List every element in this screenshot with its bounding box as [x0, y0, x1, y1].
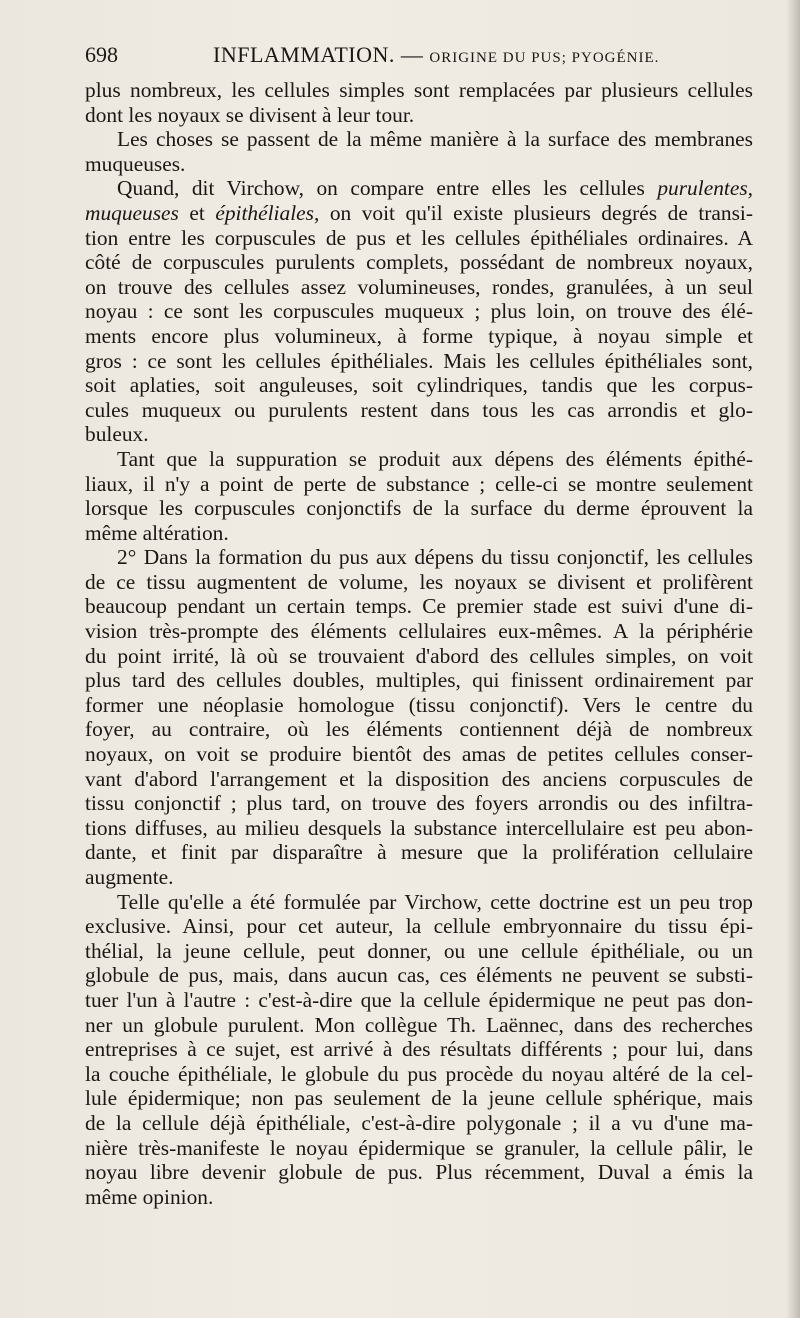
text-line: buleux.: [85, 422, 149, 447]
text-line: exclusive. Ainsi, pour cet auteur, la cellule embryonnaire du tissu épi-: [85, 914, 753, 939]
text-line: beaucoup pendant un certain temps. Ce premier stade est suivi d'une di-: [85, 594, 753, 619]
text-line: thélial, la jeune cellule, peut donner, ou une cellule épithéliale, ou un: [85, 938, 753, 963]
text-line: entreprises à ce sujet, est arrivé à des résultats différents ; pour lui, dans: [85, 1037, 753, 1062]
text-line: plus tard des cellules doubles, multiples, qui finissent ordinairement par: [85, 668, 753, 693]
text-line: ments encore plus volumineux, à forme typique, à noyau simple et: [85, 323, 753, 348]
text-line: Les choses se passent de la même manière à la surface des membranes: [117, 127, 753, 152]
text-line: lule épidermique; non pas seulement de la jeune cellule sphérique, mais: [85, 1086, 753, 1111]
text-line: dont les noyaux se divisent à leur tour.: [85, 102, 415, 127]
text-line: soit aplaties, soit anguleuses, soit cylindriques, tandis que les corpus-: [85, 373, 753, 398]
text-line: du point irrité, là où se trouvaient d'abord des cellules simples, on voit: [85, 643, 753, 668]
text-line: plus nombreux, les cellules simples sont remplacées par plusieurs cellules: [85, 78, 753, 102]
running-head-title: INFLAMMATION.: [213, 42, 395, 67]
running-head: [213, 42, 659, 68]
text-fragment: Quand, dit Virchow, on compare entre elles les cellules: [117, 176, 658, 201]
text-line: vision très-prompte des éléments cellulaires eux-mêmes. A la périphérie: [85, 619, 753, 644]
page-gutter-shadow: [786, 0, 800, 1318]
text-line: nière très-manifeste le noyau épidermique se granuler, la cellule pâlir, le: [85, 1135, 753, 1160]
page-header: [85, 42, 775, 72]
italic-term: muqueuses: [85, 200, 179, 225]
text-line: muqueuses et épithéliales, on voit qu'il existe plusieurs degrés de transi-: [85, 200, 753, 225]
text-line: lorsque les corpuscules conjonctifs de la surface du derme éprouvent la: [85, 496, 753, 521]
text-line: tion entre les corpuscules de pus et les cellules épithéliales ordinaires. A: [85, 225, 753, 250]
italic-term: épithéliales: [215, 200, 314, 225]
running-head-dash: —: [400, 42, 424, 67]
text-line: muqueuses.: [85, 151, 186, 176]
text-line: même altération.: [85, 520, 229, 545]
text-line: noyau libre devenir globule de pus. Plus récemment, Duval a émis la: [85, 1160, 753, 1185]
text-line: globule de pus, mais, dans aucun cas, ces éléments ne peuvent se substi-: [85, 963, 753, 988]
text-line: former une néoplasie homologue (tissu conjonctif). Vers le centre du: [85, 692, 753, 717]
text-line: on trouve des cellules assez volumineuses, rondes, granulées, à un seul: [85, 274, 753, 299]
body-text: [85, 78, 753, 1209]
text-line: tissu conjonctif ; plus tard, on trouve des foyers arrondis ou des infiltra-: [85, 791, 753, 816]
running-head-subtitle: ORIGINE DU PUS; PYOGÉNIE.: [429, 50, 660, 66]
text-line: tions diffuses, au milieu desquels la substance intercellulaire est peu abon-: [85, 815, 753, 840]
text-line: foyer, au contraire, où les éléments contiennent déjà de nombreux: [85, 717, 753, 742]
text-line: dante, et finit par disparaître à mesure que la prolifération cellulaire: [85, 840, 753, 865]
text-line: même opinion.: [85, 1184, 214, 1209]
text-line: vant d'abord l'arrangement et la disposition des anciens corpuscules de: [85, 766, 753, 791]
page-number: 698: [85, 42, 118, 67]
italic-term: purulentes,: [657, 176, 753, 201]
text-line: côté de corpuscules purulents complets, possédant de nombreux noyaux,: [85, 250, 753, 275]
text-line: de la cellule déjà épithéliale, c'est-à-dire polygonale ; il a vu d'une ma-: [85, 1110, 753, 1135]
text-line: ner un globule purulent. Mon collègue Th. Laënnec, dans des recherches: [85, 1012, 753, 1037]
text-line: de ce tissu augmentent de volume, les noyaux se divisent et prolifèrent: [85, 569, 753, 594]
text-line: gros : ce sont les cellules épithéliales. Mais les cellules épithéliales sont,: [85, 348, 753, 373]
text-line: liaux, il n'y a point de perte de substance ; celle-ci se montre seulement: [85, 471, 753, 496]
text-line: [85, 176, 753, 201]
text-line: Telle qu'elle a été formulée par Virchow, cette doctrine est un peu trop: [117, 889, 753, 914]
text-line: augmente.: [85, 865, 174, 889]
text-line: 2° Dans la formation du pus aux dépens du tissu conjonctif, les cellules: [117, 545, 753, 570]
text-line: noyau : ce sont les corpuscules muqueux ; plus loin, on trouve des élé-: [85, 299, 753, 324]
text-line: Tant que la suppuration se produit aux dépens des éléments épithé-: [117, 446, 753, 471]
text-line: noyaux, on voit se produire bientôt des amas de petites cellules conser-: [85, 742, 753, 767]
text-line: tuer l'un à l'autre : c'est-à-dire que la cellule épidermique ne peut pas don-: [85, 987, 753, 1012]
text-line: cules muqueux ou purulents restent dans tous les cas arrondis et glo-: [85, 397, 753, 422]
text-line: la couche épithéliale, le globule du pus procède du noyau altéré de la cel-: [85, 1061, 753, 1086]
